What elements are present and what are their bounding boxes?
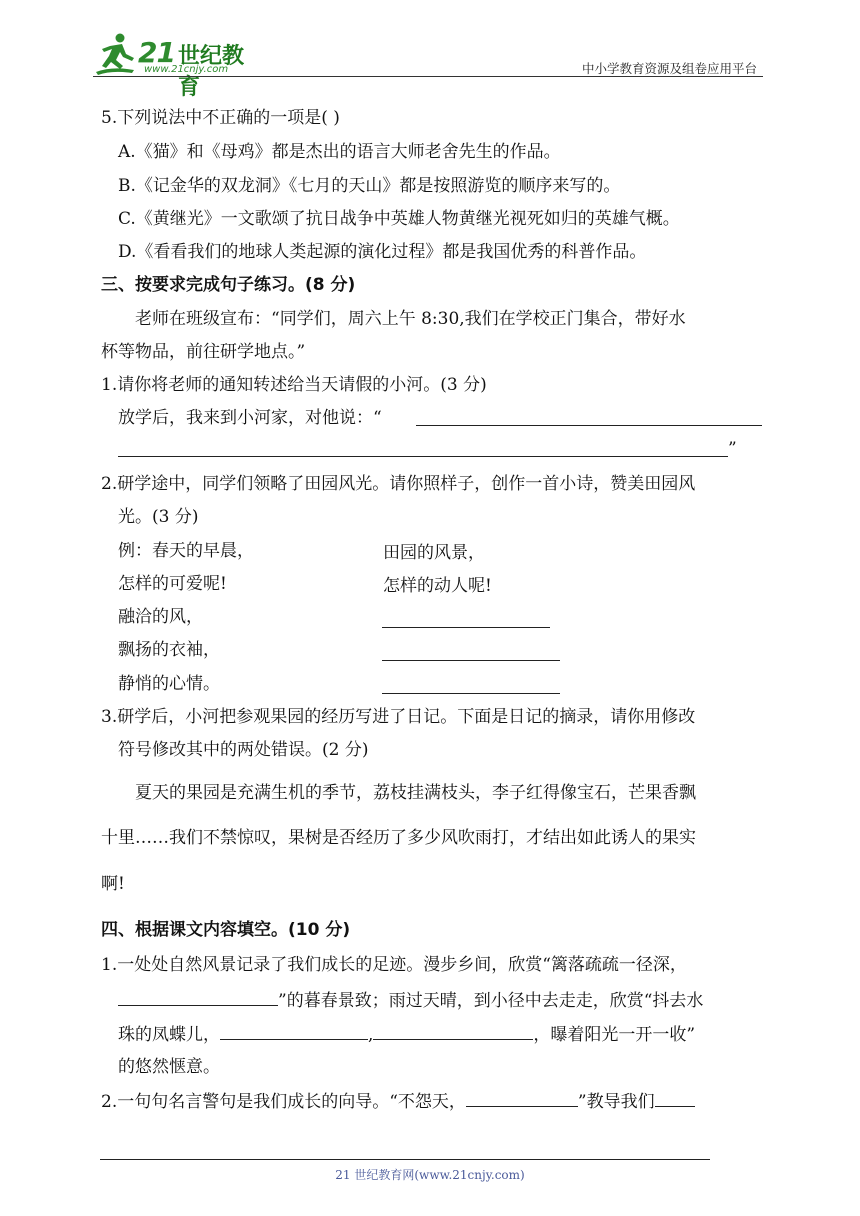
notice-line-1: 老师在班级宣布：“同学们，周六上午 8:30,我们在学校正门集合，带好水: [135, 309, 686, 329]
platform-label: 中小学教育资源及组卷应用平台: [581, 61, 757, 76]
s3-q1-close-quote: ”: [728, 439, 737, 459]
section3-title: 三、按要求完成句子练习。(8 分): [101, 275, 356, 295]
site-logo: [92, 30, 262, 100]
diary-line-1: 夏天的果园是充满生机的季节，荔枝挂满枝头，李子红得像宝石，芒果香飘: [135, 783, 696, 803]
s4-q1-line-3: [118, 1021, 695, 1047]
poem-left-line: 例：春天的早晨，: [118, 541, 254, 561]
s4-q1-line-2: [118, 987, 703, 1013]
poem-blank[interactable]: [382, 660, 560, 661]
poem-left-line: 飘扬的衣袖，: [118, 640, 220, 660]
notice-line-2: 杯等物品，前往研学地点。”: [101, 342, 306, 362]
q5-option-d: D.《看看我们的地球人类起源的演化过程》都是我国优秀的科普作品。: [118, 242, 647, 262]
fill-blank[interactable]: [118, 987, 278, 1006]
poem-right-line: 怎样的动人呢!: [383, 576, 492, 596]
logo-number: 21: [138, 36, 175, 69]
s3-q3-line-2: 符号修改其中的两处错误。(2 分): [118, 740, 369, 760]
answer-blank[interactable]: [118, 456, 728, 457]
s3-q1-prompt: 放学后，我来到小河家，对他说：“: [118, 408, 382, 428]
s4-q2-end: ”教导我们: [577, 1092, 655, 1112]
s4-q1-line-1: 1.一处处自然风景记录了我们成长的足迹。漫步乡间，欣赏“篱落疏疏一径深，: [101, 955, 687, 975]
header-divider: [93, 76, 763, 77]
s4-q2-start: 2.一句句名言警句是我们成长的向导。“不怨天，: [101, 1092, 466, 1112]
diary-line-3: 啊!: [101, 874, 125, 894]
logo-url: www.21cnjy.com: [144, 64, 229, 75]
fill-blank[interactable]: [655, 1088, 695, 1107]
s4-q1-line-4: 的悠然惬意。: [118, 1057, 220, 1077]
q5-option-c: C.《黄继光》一文歌颂了抗日战争中英雄人物黄继光视死如归的英雄气概。: [118, 209, 680, 229]
poem-left-line: 静悄的心情。: [118, 674, 220, 694]
s3-q1: 1.请你将老师的通知转述给当天请假的小河。(3 分): [101, 375, 487, 395]
poem-blank[interactable]: [382, 627, 550, 628]
diary-line-2: 十里……我们不禁惊叹，果树是否经历了多少风吹雨打，才结出如此诱人的果实: [101, 828, 696, 848]
fill-blank[interactable]: [466, 1088, 578, 1107]
s3-q2-line-1: 2.研学途中，同学们领略了田园风光。请你照样子，创作一首小诗，赞美田园风: [101, 474, 696, 494]
poem-blank[interactable]: [382, 693, 560, 694]
fill-blank[interactable]: [373, 1021, 533, 1040]
runner-logo-icon: [92, 32, 142, 78]
q5-option-a: A.《猫》和《母鸡》都是杰出的语言大师老舍先生的作品。: [118, 142, 561, 162]
section4-title: 四、根据课文内容填空。(10 分): [101, 920, 351, 940]
q5-option-b: B.《记金华的双龙洞》《七月的天山》都是按照游览的顺序来写的。: [118, 176, 621, 196]
footer-divider: [100, 1159, 710, 1160]
logo-text: 世纪教育: [178, 44, 245, 100]
poem-left-line: 怎样的可爱呢!: [118, 574, 227, 594]
s3-q2-line-2: 光。(3 分): [118, 507, 199, 527]
s4-q1-line-2-text: ”的暮春景致；雨过天晴，到小径中去走走，欣赏“抖去水: [278, 991, 704, 1011]
q5-stem: 5.下列说法中不正确的一项是( ): [101, 108, 340, 128]
poem-left-line: 融洽的风，: [118, 607, 203, 627]
poem-right-line: 田园的风景，: [383, 543, 485, 563]
footer-text: 21 世纪教育网(www.21cnjy.com): [335, 1168, 525, 1182]
s4-q1-line-3-start: 珠的凤蝶儿，: [118, 1025, 220, 1045]
fill-blank[interactable]: [220, 1021, 368, 1040]
answer-blank[interactable]: [416, 425, 762, 426]
s4-q1-comma: ,: [368, 1025, 374, 1045]
s4-q1-line-3-end: ，曝着阳光一开一收”: [533, 1025, 696, 1045]
s4-q2-line-1: [101, 1088, 695, 1114]
s3-q3-line-1: 3.研学后，小河把参观果园的经历写进了日记。下面是日记的摘录，请你用修改: [101, 707, 696, 727]
